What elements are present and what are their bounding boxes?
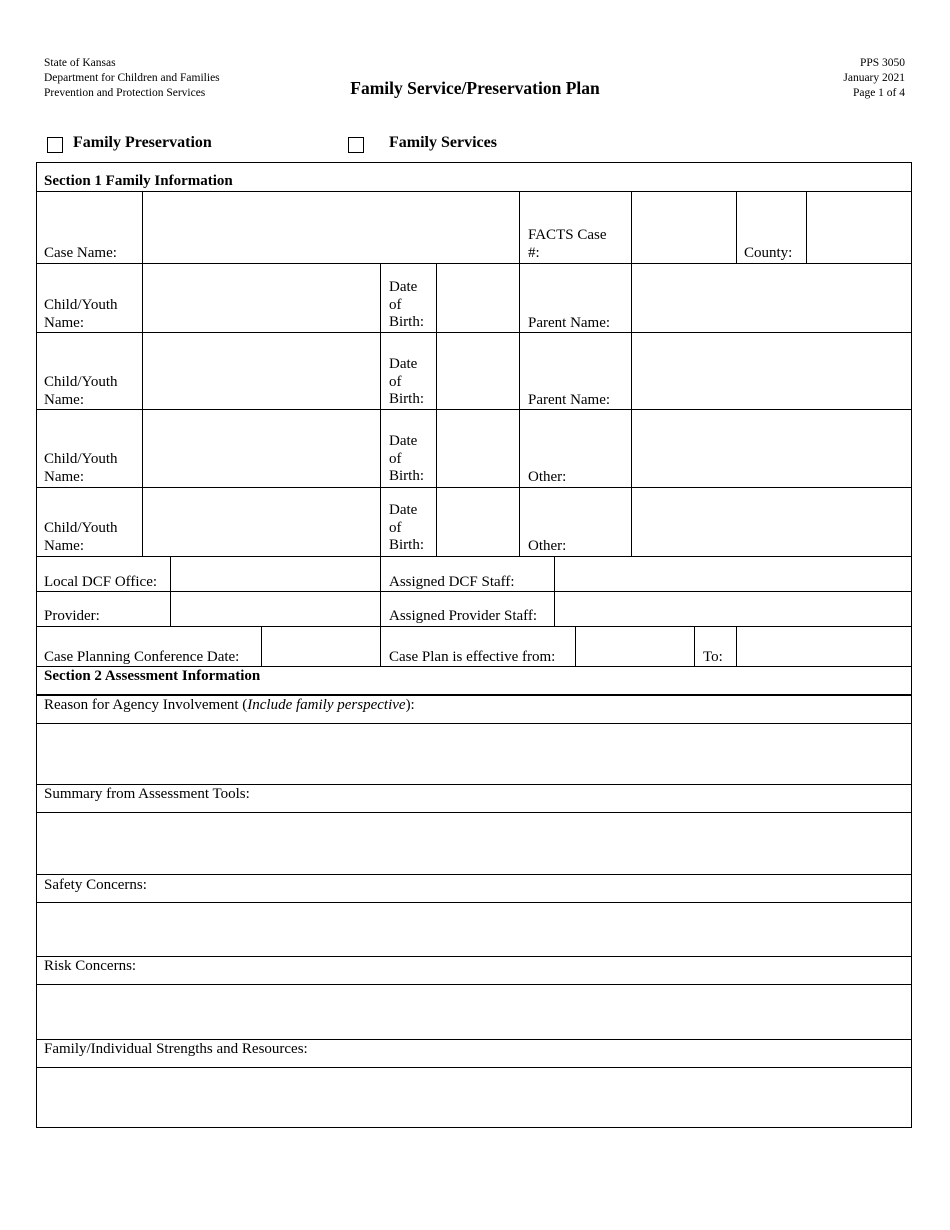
row-divider xyxy=(36,694,912,696)
form-date: January 2021 xyxy=(843,72,905,84)
local-dcf-office-field[interactable] xyxy=(171,557,380,591)
col-divider xyxy=(736,191,737,263)
table-border-bottom xyxy=(36,1127,912,1128)
assigned-dcf-staff-label: Assigned DCF Staff: xyxy=(389,574,515,590)
facts-case-label-line: #: xyxy=(528,244,540,261)
child-name-label-line: Name: xyxy=(44,468,84,485)
strengths-label: Family/Individual Strengths and Resources: xyxy=(44,1041,308,1057)
reason-label-italic: Include family perspective xyxy=(247,697,406,713)
dob-field[interactable] xyxy=(437,410,519,487)
parent-name-field[interactable] xyxy=(632,264,911,332)
dob-label-line: of xyxy=(389,450,402,467)
child-name-field[interactable] xyxy=(143,488,380,556)
child-name-field[interactable] xyxy=(143,333,380,409)
risk-label: Risk Concerns: xyxy=(44,958,137,974)
dob-field[interactable] xyxy=(437,333,519,409)
form-number: PPS 3050 xyxy=(859,57,905,69)
agency-line: State of Kansas xyxy=(44,57,116,69)
child-name-label xyxy=(44,374,118,409)
section1-heading: Section 1 Family Information xyxy=(44,173,233,189)
child-name-label-line: Name: xyxy=(44,537,84,554)
child-name-label-line: Child/Youth xyxy=(44,297,118,313)
dob-label-line: Date xyxy=(389,356,418,372)
dob-label-line: Date xyxy=(389,502,418,518)
dob-label-line: Date xyxy=(389,433,418,449)
dob-field[interactable] xyxy=(437,488,519,556)
safety-textarea[interactable] xyxy=(37,903,911,956)
case-name-label: Case Name: xyxy=(44,245,117,261)
parent-name-label: Parent Name: xyxy=(528,392,611,408)
child-name-label-line: Child/Youth xyxy=(44,520,118,536)
facts-case-field[interactable] xyxy=(632,192,736,263)
safety-label: Safety Concerns: xyxy=(44,877,147,893)
county-field[interactable] xyxy=(807,192,911,263)
dob-field[interactable] xyxy=(437,264,519,332)
child-name-label xyxy=(44,451,118,486)
col-divider xyxy=(519,191,520,263)
effective-from-field[interactable] xyxy=(576,627,694,666)
strengths-textarea[interactable] xyxy=(37,1068,911,1127)
reason-textarea[interactable] xyxy=(37,724,911,784)
summary-textarea[interactable] xyxy=(37,813,911,874)
provider-label: Provider: xyxy=(44,608,100,624)
county-label: County: xyxy=(744,245,793,261)
parent-name-label: Parent Name: xyxy=(528,315,611,331)
dob-label-line: Birth: xyxy=(389,537,425,553)
col-divider xyxy=(380,263,381,556)
child-name-label-line: Name: xyxy=(44,391,84,408)
col-divider xyxy=(519,263,520,556)
table-border-top xyxy=(36,162,912,163)
child-name-field[interactable] xyxy=(143,410,380,487)
case-planning-date-label: Case Planning Conference Date: xyxy=(44,649,240,665)
parent-name-field[interactable] xyxy=(632,333,911,409)
agency-line: Department for Children and Families xyxy=(44,72,220,84)
child-name-label-line: Child/Youth xyxy=(44,374,118,390)
child-name-label xyxy=(44,297,118,332)
facts-case-label xyxy=(528,227,606,262)
dob-label xyxy=(389,279,424,332)
col-divider xyxy=(380,556,381,666)
effective-to-field[interactable] xyxy=(737,627,911,666)
child-name-label xyxy=(44,520,118,555)
family-preservation-label: Family Preservation xyxy=(73,134,212,151)
child-name-label-line: Name: xyxy=(44,314,84,331)
to-label: To: xyxy=(703,649,723,665)
effective-from-label: Case Plan is effective from: xyxy=(389,649,556,665)
provider-field[interactable] xyxy=(171,592,380,626)
agency-line: Prevention and Protection Services xyxy=(44,87,206,99)
dob-label-line: of xyxy=(389,296,402,313)
dob-label-line: Birth: xyxy=(389,314,425,330)
dob-label-line: of xyxy=(389,519,402,536)
case-planning-date-field[interactable] xyxy=(262,627,380,666)
other-label: Other: xyxy=(528,538,567,554)
page-indicator: Page 1 of 4 xyxy=(852,87,905,99)
dob-label-line: Date xyxy=(389,279,418,295)
assigned-provider-staff-label: Assigned Provider Staff: xyxy=(389,608,538,624)
local-dcf-office-label: Local DCF Office: xyxy=(44,574,158,590)
row-divider xyxy=(36,956,912,957)
facts-case-label-line: FACTS Case xyxy=(528,227,607,243)
row-divider xyxy=(36,874,912,875)
row-divider xyxy=(36,1039,912,1040)
other-label: Other: xyxy=(528,469,567,485)
family-services-checkbox[interactable] xyxy=(348,137,364,153)
family-preservation-checkbox[interactable] xyxy=(47,137,63,153)
dob-label-line: Birth: xyxy=(389,468,425,484)
risk-textarea[interactable] xyxy=(37,985,911,1039)
summary-label: Summary from Assessment Tools: xyxy=(44,786,250,802)
dob-label xyxy=(389,433,424,486)
dob-label xyxy=(389,356,424,409)
reason-label-suffix: ): xyxy=(405,697,415,713)
assigned-dcf-staff-field[interactable] xyxy=(555,557,911,591)
section2-heading: Section 2 Assessment Information xyxy=(44,668,261,684)
form-id-block xyxy=(843,56,905,101)
page-title: Family Service/Preservation Plan xyxy=(350,78,600,98)
child-name-field[interactable] xyxy=(143,264,380,332)
assigned-provider-staff-field[interactable] xyxy=(555,592,911,626)
dob-label-line: of xyxy=(389,373,402,390)
row-divider xyxy=(36,784,912,785)
reason-label xyxy=(44,697,415,715)
col-divider xyxy=(694,626,695,666)
child-name-label-line: Child/Youth xyxy=(44,451,118,467)
case-name-field[interactable] xyxy=(143,192,519,263)
dob-label-line: Birth: xyxy=(389,391,425,407)
other-field[interactable] xyxy=(632,488,911,556)
family-services-label: Family Services xyxy=(389,134,497,151)
dob-label xyxy=(389,502,424,555)
other-field[interactable] xyxy=(632,410,911,487)
reason-label-prefix: Reason for Agency Involvement ( xyxy=(44,697,248,713)
